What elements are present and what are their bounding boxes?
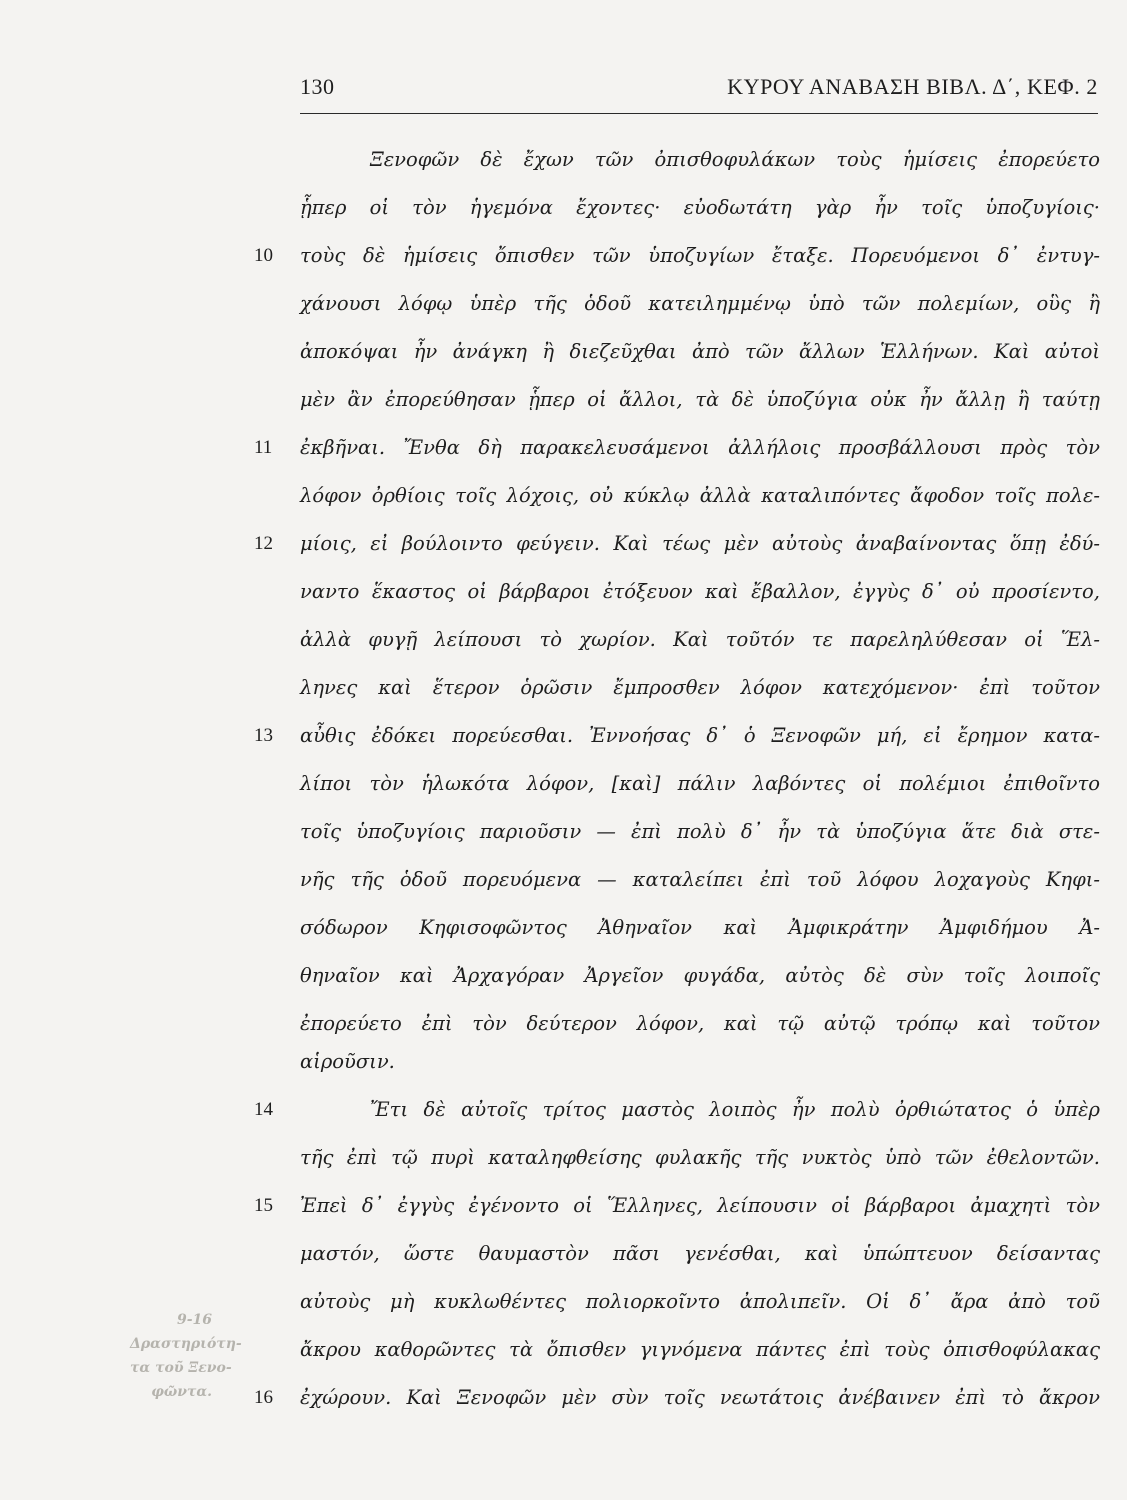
running-title: ΚΥΡΟΥ ΑΝΑΒΑΣΗ ΒΙΒΛ. Δ΄, ΚΕΦ. 2 — [727, 74, 1098, 99]
text-line: ἀποκόψαι ἦν ἀνάγκη ἢ διεζεῦχθαι ἀπὸ τῶν ἄλλων Ἑλλήνων. Καὶ αὐτοὶ — [300, 340, 1100, 363]
text-line: ἀλλὰ φυγῇ λείπουσι τὸ χωρίον. Καὶ τοῦτόν τε παρεληλύθεσαν οἱ Ἕλ- — [300, 628, 1100, 651]
text-line: αὐτοὺς μὴ κυκλωθέντες πολιορκοῖντο ἀπολιπεῖν. Οἱ δ᾽ ἄρα ἀπὸ τοῦ — [300, 1290, 1100, 1313]
text-line: ἐχώρουν. Καὶ Ξενοφῶν μὲν σὺν τοῖς νεωτάτοις ἀνέβαινεν ἐπὶ τὸ ἄκρον — [300, 1386, 1100, 1409]
page-number: 130 — [300, 74, 335, 99]
margin-note-line: φῶντα. — [151, 1384, 212, 1400]
margin-note-line: 9-16 — [176, 1312, 212, 1328]
text-line: ἄκρου καθορῶντες τὰ ὄπισθεν γιγνόμενα πάντες ἐπὶ τοὺς ὀπισθοφύλακας — [300, 1338, 1100, 1361]
section-number: 10 — [254, 245, 273, 266]
text-line: Ξενοφῶν δὲ ἔχων τῶν ὀπισθοφυλάκων τοὺς ἡμίσεις ἐπορεύετο — [370, 148, 1100, 171]
text-line: θηναῖον καὶ Ἀρχαγόραν Ἀργεῖον φυγάδα, αὐτὸς δὲ σὺν τοῖς λοιποῖς — [300, 964, 1100, 987]
section-number: 16 — [254, 1387, 273, 1408]
margin-note-line: Δραστηριότη- — [130, 1336, 242, 1352]
text-line: ᾗπερ οἱ τὸν ἡγεμόνα ἔχοντες· εὐοδωτάτη γὰρ ἦν τοῖς ὑποζυγίοις· — [300, 196, 1100, 219]
text-line: χάνουσι λόφῳ ὑπὲρ τῆς ὁδοῦ κατειλημμένῳ ὑπὸ τῶν πολεμίων, οὓς ἢ — [300, 292, 1100, 315]
text-line: ναντο ἕκαστος οἱ βάρβαροι ἐτόξευον καὶ ἔβαλλον, ἐγγὺς δ᾽ οὐ προσίεντο, — [300, 580, 1100, 603]
text-line: μίοις, εἰ βούλοιντο φεύγειν. Καὶ τέως μὲν αὐτοὺς ἀναβαίνοντας ὅπῃ ἐδύ- — [300, 532, 1100, 555]
section-number: 11 — [254, 437, 273, 458]
text-line: σόδωρον Κηφισοφῶντος Ἀθηναῖον καὶ Ἀμφικράτην Ἀμφιδήμου Ἀ- — [300, 916, 1100, 939]
margin-note-line: τα τοῦ Ξενο- — [130, 1360, 232, 1376]
text-line: ἐπορεύετο ἐπὶ τὸν δεύτερον λόφον, καὶ τῷ αὐτῷ τρόπῳ καὶ τοῦτον — [300, 1012, 1100, 1035]
text-line: λίποι τὸν ἡλωκότα λόφον, [καὶ] πάλιν λαβόντες οἱ πολέμιοι ἐπιθοῖντο — [300, 772, 1100, 795]
text-line: λόφον ὀρθίοις τοῖς λόχοις, οὐ κύκλῳ ἀλλὰ καταλιπόντες ἄφοδον τοῖς πολε- — [300, 484, 1100, 507]
text-line: ἐκβῆναι. Ἔνθα δὴ παρακελευσάμενοι ἀλλήλοις προσβάλλουσι πρὸς τὸν — [300, 436, 1100, 459]
section-number: 13 — [254, 725, 273, 746]
section-number: 15 — [254, 1195, 273, 1216]
text-line: τοῖς ὑποζυγίοις παριοῦσιν — ἐπὶ πολὺ δ᾽ ἦν τὰ ὑποζύγια ἅτε διὰ στε- — [300, 820, 1100, 843]
text-line: μὲν ἂν ἐπορεύθησαν ᾗπερ οἱ ἄλλοι, τὰ δὲ ὑποζύγια οὐκ ἦν ἄλλῃ ἢ ταύτῃ — [300, 388, 1100, 411]
section-number: 12 — [254, 533, 273, 554]
text-line: τοὺς δὲ ἡμίσεις ὄπισθεν τῶν ὑποζυγίων ἔταξε. Πορευόμενοι δ᾽ ἐντυγ- — [300, 244, 1100, 267]
text-line: Ἐπεὶ δ᾽ ἐγγὺς ἐγένοντο οἱ Ἕλληνες, λείπουσιν οἱ βάρβαροι ἀμαχητὶ τὸν — [300, 1194, 1100, 1217]
text-line: νῆς τῆς ὁδοῦ πορευόμενα — καταλείπει ἐπὶ τοῦ λόφου λοχαγοὺς Κηφι- — [300, 868, 1100, 891]
section-number: 14 — [254, 1099, 273, 1120]
text-line: αἱροῦσιν. — [300, 1050, 395, 1073]
text-line: ληνες καὶ ἕτερον ὁρῶσιν ἔμπροσθεν λόφον κατεχόμενον· ἐπὶ τοῦτον — [300, 676, 1100, 699]
text-line: τῆς ἐπὶ τῷ πυρὶ καταληφθείσης φυλακῆς τῆς νυκτὸς ὑπὸ τῶν ἐθελοντῶν. — [300, 1146, 1100, 1169]
text-line: αὖθις ἐδόκει πορεύεσθαι. Ἐννοήσας δ᾽ ὁ Ξενοφῶν μή, εἰ ἔρημον κατα- — [300, 724, 1100, 747]
text-line: μαστόν, ὥστε θαυμαστὸν πᾶσι γενέσθαι, καὶ ὑπώπτευον δείσαντας — [300, 1242, 1100, 1265]
text-line: Ἔτι δὲ αὐτοῖς τρίτος μαστὸς λοιπὸς ἦν πολὺ ὀρθιώτατος ὁ ὑπὲρ — [370, 1098, 1100, 1121]
margin-note — [130, 1308, 242, 1404]
